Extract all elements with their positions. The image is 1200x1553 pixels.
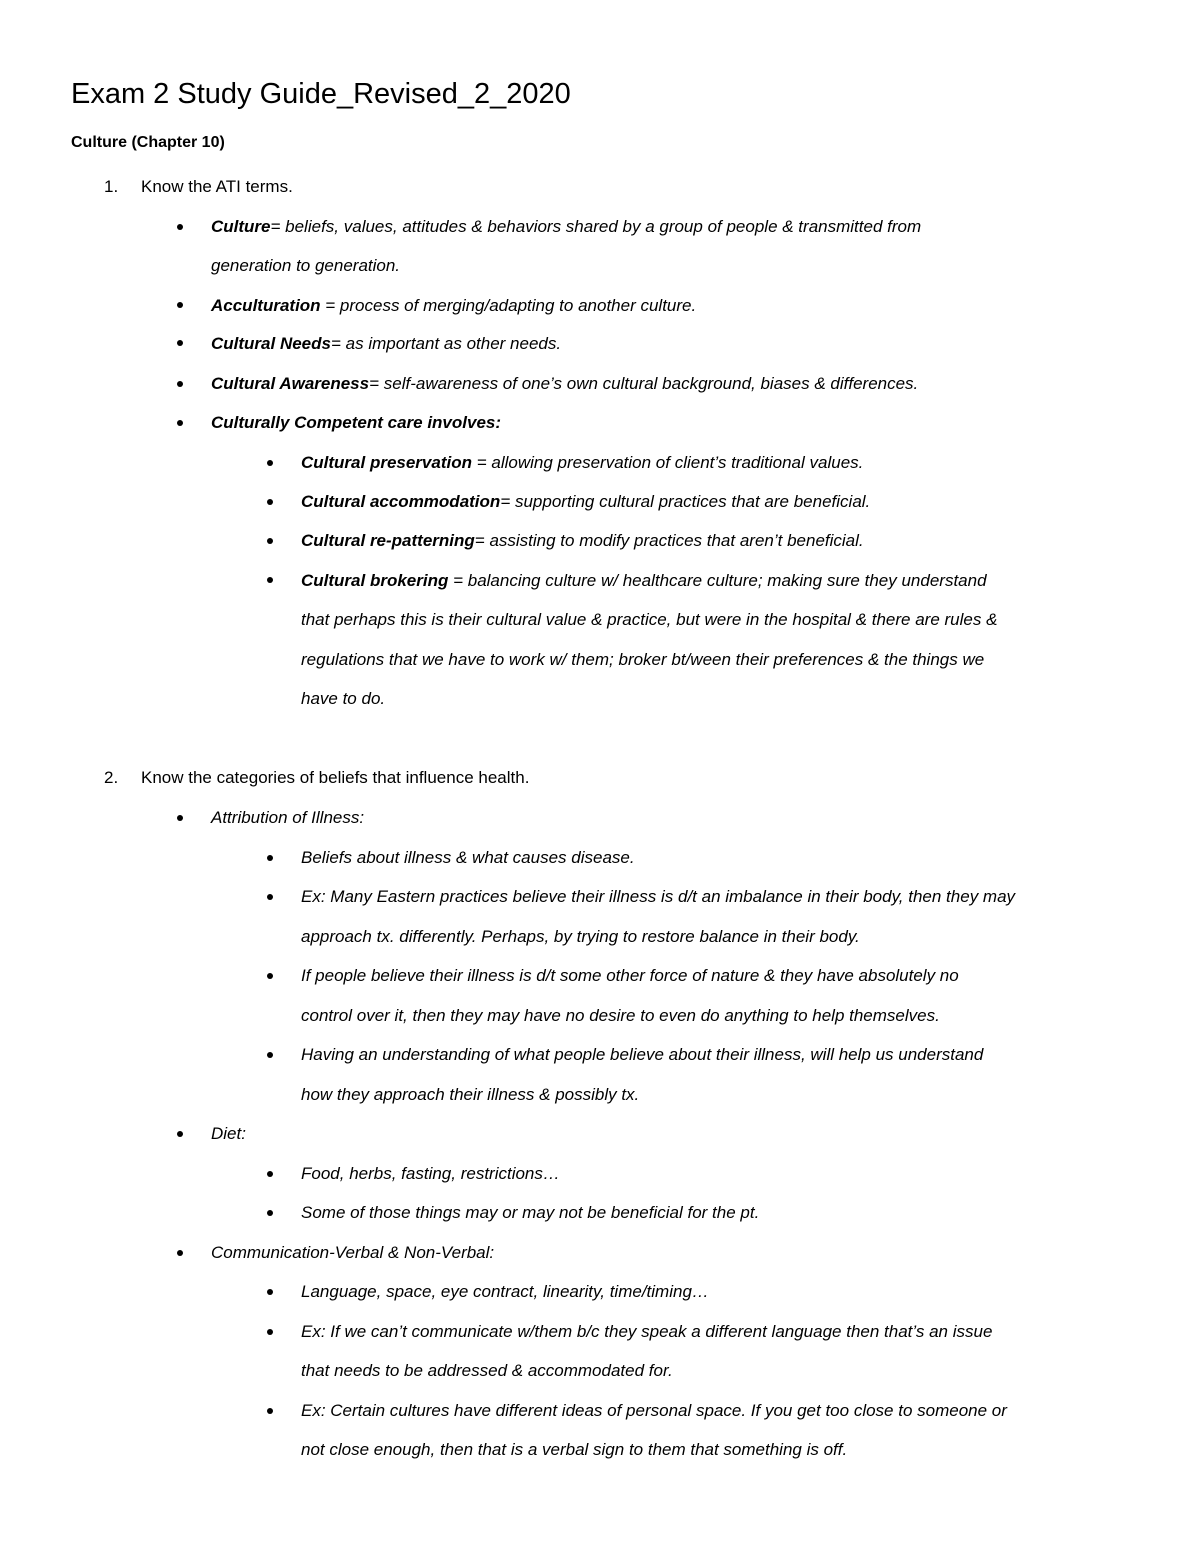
list-item-1-text: Know the ATI terms. [141, 177, 293, 196]
diet-line: Food, herbs, fasting, restrictions… [301, 1164, 560, 1183]
attribution-line: Having an understanding of what people believe about their illness, will help us understand [301, 1045, 984, 1064]
communication-line: Ex: If we can’t communicate w/them b/c they speak a different language then that’s an issue [301, 1322, 993, 1341]
bullet-icon [267, 1329, 273, 1335]
term-acculturation: Acculturation = process of merging/adapting to another culture. [211, 296, 697, 315]
list-item-2-text: Know the categories of beliefs that influence health. [141, 768, 530, 787]
bullet-icon [177, 1131, 183, 1137]
bullet-icon [267, 577, 273, 583]
term-culture-cont: generation to generation. [211, 256, 401, 275]
term-cultural-awareness: Cultural Awareness= self-awareness of one’s own cultural background, biases & differences. [211, 374, 919, 393]
bullet-icon [267, 973, 273, 979]
term-cultural-repatterning: Cultural re-patterning= assisting to modify practices that aren’t beneficial. [301, 531, 864, 550]
bullet-icon [267, 894, 273, 900]
bullet-icon [177, 381, 183, 387]
term-cultural-brokering: Cultural brokering = balancing culture w/ healthcare culture; making sure they understand [301, 571, 987, 590]
category-diet: Diet: [211, 1124, 246, 1143]
list-number-1: 1. [104, 177, 119, 196]
attribution-line: If people believe their illness is d/t some other force of nature & they have absolutely no [301, 966, 959, 985]
attribution-line: control over it, then they may have no desire to even do anything to help themselves. [301, 1006, 940, 1025]
document-title: Exam 2 Study Guide_Revised_2_2020 [71, 78, 571, 110]
list-number-2: 2. [104, 768, 119, 787]
term-cultural-brokering-cont: regulations that we have to work w/ them; broker bt/ween their preferences & the things we [301, 650, 985, 669]
term-culturally-competent: Culturally Competent care involves: [211, 413, 502, 432]
bullet-icon [267, 1289, 273, 1295]
bullet-icon [267, 1052, 273, 1058]
bullet-icon [177, 302, 183, 308]
communication-line: Ex: Certain cultures have different ideas of personal space. If you get too close to someone or [301, 1401, 1007, 1420]
bullet-icon [267, 538, 273, 544]
communication-line: Language, space, eye contract, linearity, time/timing… [301, 1282, 709, 1301]
term-cultural-brokering-cont: that perhaps this is their cultural value & practice, but were in the hospital & there are rules & [301, 610, 998, 629]
bullet-icon [267, 855, 273, 861]
communication-line: that needs to be addressed & accommodated for. [301, 1361, 673, 1380]
attribution-line: approach tx. differently. Perhaps, by trying to restore balance in their body. [301, 927, 860, 946]
bullet-icon [267, 1408, 273, 1414]
category-attribution: Attribution of Illness: [211, 808, 365, 827]
bullet-icon [177, 420, 183, 426]
category-communication: Communication-Verbal & Non-Verbal: [211, 1243, 495, 1262]
bullet-icon [267, 1171, 273, 1177]
bullet-icon [267, 1210, 273, 1216]
attribution-line: Beliefs about illness & what causes disease. [301, 848, 635, 867]
bullet-icon [267, 460, 273, 466]
attribution-line: how they approach their illness & possibly tx. [301, 1085, 640, 1104]
term-cultural-brokering-cont: have to do. [301, 689, 386, 708]
term-cultural-preservation: Cultural preservation = allowing preservation of client’s traditional values. [301, 453, 864, 472]
term-culture: Culture= beliefs, values, attitudes & behaviors shared by a group of people & transmitted from [211, 217, 922, 236]
term-cultural-needs: Cultural Needs= as important as other needs. [211, 334, 562, 353]
communication-line: not close enough, then that is a verbal sign to them that something is off. [301, 1440, 848, 1459]
diet-line: Some of those things may or may not be beneficial for the pt. [301, 1203, 760, 1222]
bullet-icon [177, 340, 183, 346]
bullet-icon [177, 815, 183, 821]
bullet-icon [177, 1250, 183, 1256]
bullet-icon [267, 499, 273, 505]
section-heading: Culture (Chapter 10) [71, 134, 225, 151]
term-cultural-accommodation: Cultural accommodation= supporting cultural practices that are beneficial. [301, 492, 871, 511]
bullet-icon [177, 224, 183, 230]
attribution-line: Ex: Many Eastern practices believe their illness is d/t an imbalance in their body, then they may [301, 887, 1016, 906]
